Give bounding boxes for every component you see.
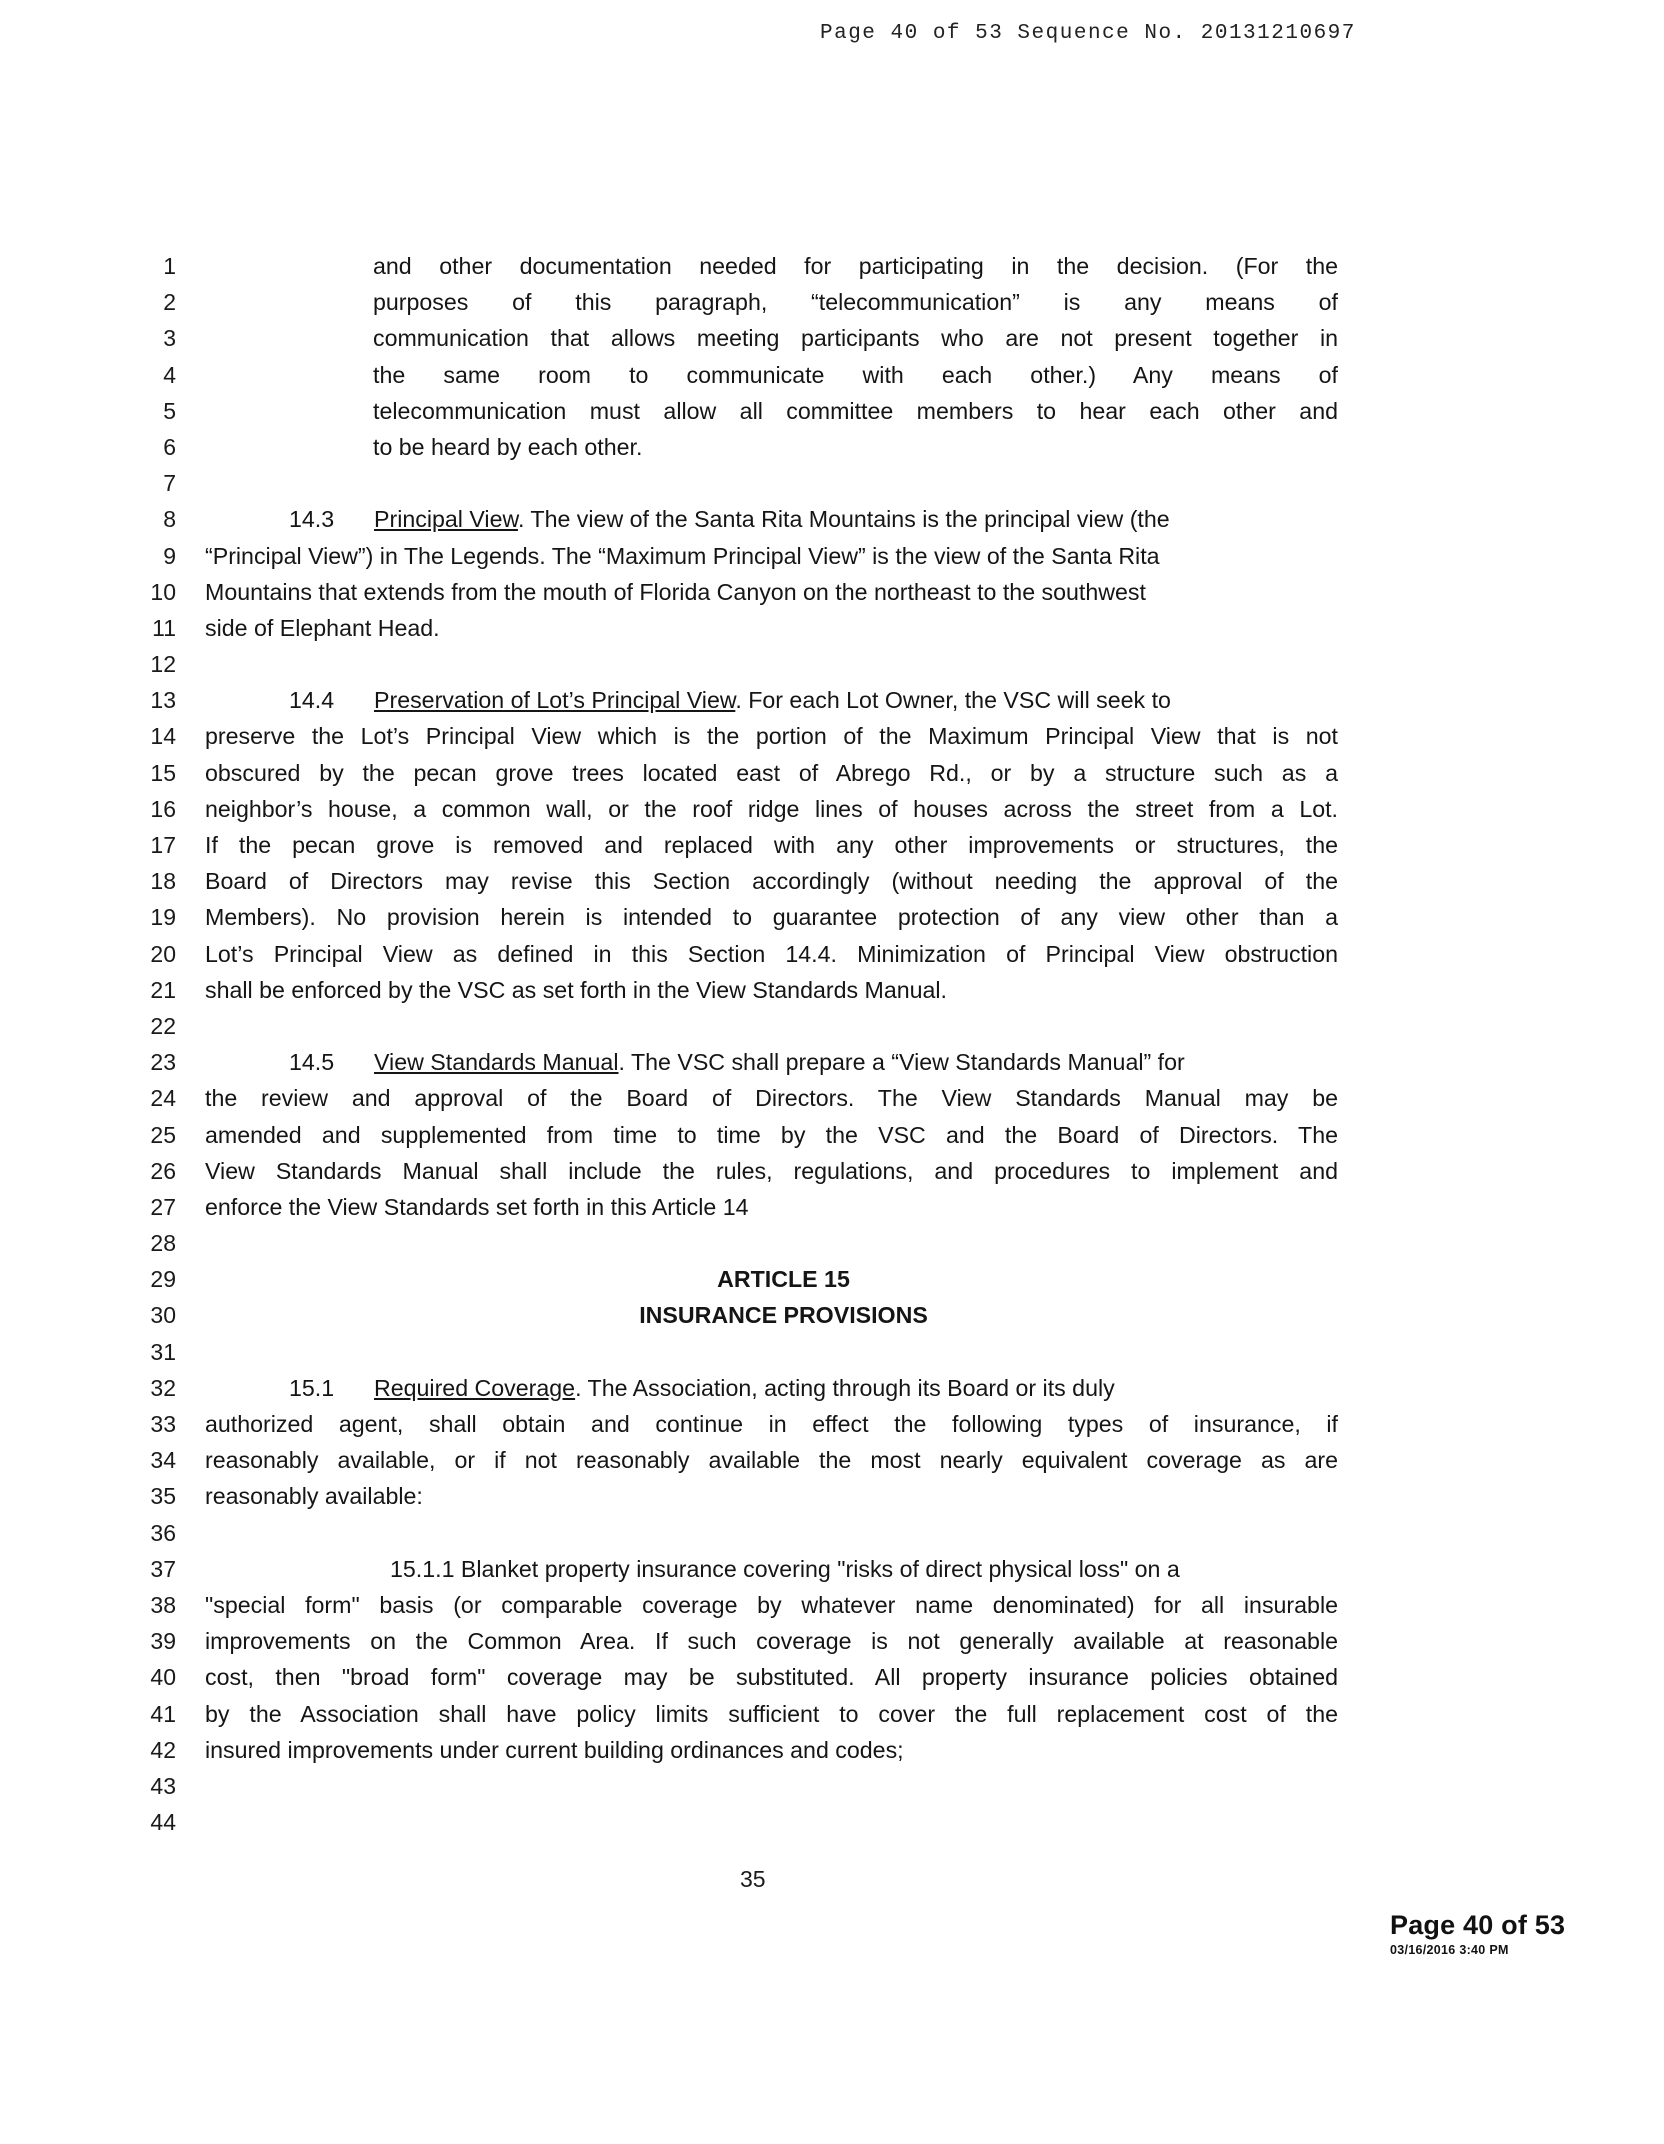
section-number: 14.3 bbox=[289, 506, 335, 533]
stamp-datetime: 03/16/2016 3:40 PM bbox=[1390, 1943, 1509, 1957]
line-number: 30 bbox=[150, 1302, 176, 1329]
section-15-1-1-first-line: 15.1.1 Blanket property insurance covering "risks of direct physical loss" on a bbox=[390, 1555, 1180, 1582]
line-number: 6 bbox=[163, 433, 176, 460]
text-line: If the pecan grove is removed and replaced with any other improvements or structures, the bbox=[205, 832, 1338, 858]
text-line: preserve the Lot’s Principal View which is the portion of the Maximum Principal View that is not bbox=[205, 723, 1338, 750]
line-number: 10 bbox=[150, 578, 176, 605]
line-number: 9 bbox=[163, 542, 176, 569]
line-number: 4 bbox=[163, 361, 176, 388]
text-line: Lot’s Principal View as defined in this Section 14.4. Minimization of Principal View obstruction bbox=[205, 940, 1338, 967]
blank-line bbox=[205, 1225, 1338, 1261]
line-number: 19 bbox=[150, 904, 176, 931]
text-line: reasonably available, or if not reasonably available the most nearly equivalent coverage as are bbox=[205, 1447, 1338, 1474]
line-number: 43 bbox=[150, 1772, 176, 1799]
text-line: Members). No provision herein is intended to guarantee protection of any view other than a bbox=[205, 904, 1338, 931]
line-number: 18 bbox=[150, 868, 176, 895]
blank-line bbox=[205, 1515, 1338, 1551]
text-line: amended and supplemented from time to time by the VSC and the Board of Directors. The bbox=[205, 1121, 1338, 1148]
text-line: communication that allows meeting participants who are not present together in bbox=[373, 325, 1338, 352]
line-number: 41 bbox=[150, 1700, 176, 1727]
line-number: 8 bbox=[163, 506, 176, 533]
line-number: 40 bbox=[150, 1664, 176, 1691]
line-number: 37 bbox=[150, 1555, 176, 1582]
line-number: 26 bbox=[150, 1157, 176, 1184]
line-number: 1 bbox=[163, 253, 176, 279]
line-number: 31 bbox=[150, 1338, 176, 1365]
article-title: ARTICLE 15 bbox=[717, 1266, 850, 1293]
blank-line bbox=[205, 1768, 1338, 1804]
line-number: 28 bbox=[150, 1230, 176, 1257]
text-line: obscured by the pecan grove trees located east of Abrego Rd., or by a structure such as a bbox=[205, 759, 1338, 786]
line-number: 35 bbox=[150, 1483, 176, 1510]
blank-line bbox=[205, 1804, 1338, 1840]
blank-line bbox=[205, 465, 1338, 501]
section-title: View Standards Manual bbox=[374, 1049, 619, 1076]
blank-line bbox=[205, 1008, 1338, 1044]
line-number: 17 bbox=[150, 832, 176, 858]
line-number: 36 bbox=[150, 1519, 176, 1546]
text-line: improvements on the Common Area. If such coverage is not generally available at reasonable bbox=[205, 1628, 1338, 1655]
text-span: . For each Lot Owner, the VSC will seek to bbox=[735, 687, 1171, 714]
line-number: 3 bbox=[163, 325, 176, 352]
section-title: Preservation of Lot’s Principal View bbox=[374, 687, 736, 714]
document-body bbox=[205, 248, 1338, 1840]
text-span: . The Association, acting through its Board or its duly bbox=[575, 1374, 1115, 1401]
line-number: 20 bbox=[150, 940, 176, 967]
section-14-3-heading-line bbox=[205, 501, 1338, 537]
text-line: authorized agent, shall obtain and continue in effect the following types of insurance, if bbox=[205, 1411, 1338, 1437]
line-number: 16 bbox=[150, 795, 176, 822]
text-line: enforce the View Standards set forth in this Article 14 bbox=[205, 1193, 749, 1220]
section-14-5-heading-line bbox=[205, 1044, 1338, 1080]
page-header: Page 40 of 53 Sequence No. 20131210697 bbox=[820, 22, 1356, 45]
line-number: 29 bbox=[150, 1266, 176, 1293]
text-line: Mountains that extends from the mouth of Florida Canyon on the northeast to the southwest bbox=[205, 578, 1146, 605]
line-number: 22 bbox=[150, 1012, 176, 1039]
text-line: Board of Directors may revise this Section accordingly (without needing the approval of the bbox=[205, 868, 1338, 895]
line-number: 44 bbox=[150, 1809, 176, 1836]
section-number: 14.5 bbox=[289, 1049, 335, 1076]
section-15-1-heading-line bbox=[205, 1370, 1338, 1406]
text-line: neighbor’s house, a common wall, or the roof ridge lines of houses across the street from a Lot. bbox=[205, 795, 1338, 822]
line-number: 21 bbox=[150, 976, 176, 1003]
blank-line bbox=[205, 646, 1338, 682]
section-number: 15.1 bbox=[289, 1374, 335, 1401]
text-line: "special form" basis (or comparable coverage by whatever name denominated) for all insurable bbox=[205, 1591, 1338, 1618]
line-number: 24 bbox=[150, 1085, 176, 1112]
line-number: 13 bbox=[150, 687, 176, 714]
section-title: Required Coverage bbox=[374, 1374, 576, 1401]
line-number: 42 bbox=[150, 1736, 176, 1763]
line-number: 32 bbox=[150, 1374, 176, 1401]
line-number: 33 bbox=[150, 1411, 176, 1437]
line-number: 25 bbox=[150, 1121, 176, 1148]
text-line: telecommunication must allow all committee members to hear each other and bbox=[373, 397, 1338, 424]
text-line: the review and approval of the Board of Directors. The View Standards Manual may be bbox=[205, 1085, 1338, 1112]
line-number: 23 bbox=[150, 1049, 176, 1076]
text-line: side of Elephant Head. bbox=[205, 614, 440, 641]
line-number: 5 bbox=[163, 397, 176, 424]
line-number-column bbox=[116, 248, 176, 1840]
section-14-4-heading-line bbox=[205, 682, 1338, 718]
text-line: cost, then "broad form" coverage may be substituted. All property insurance policies obtained bbox=[205, 1664, 1338, 1691]
text-line: reasonably available: bbox=[205, 1483, 423, 1510]
line-number: 39 bbox=[150, 1628, 176, 1655]
text-line: to be heard by each other. bbox=[373, 433, 643, 460]
article-subtitle: INSURANCE PROVISIONS bbox=[639, 1302, 928, 1329]
line-number: 27 bbox=[150, 1193, 176, 1220]
text-line: shall be enforced by the VSC as set forth in the View Standards Manual. bbox=[205, 976, 947, 1003]
text-line: and other documentation needed for participating in the decision. (For the bbox=[373, 253, 1338, 279]
line-number: 11 bbox=[152, 614, 176, 641]
line-number: 15 bbox=[150, 759, 176, 786]
section-title: Principal View bbox=[374, 506, 518, 533]
filing-stamp bbox=[1390, 1910, 1565, 1957]
text-span: . The view of the Santa Rita Mountains is the principal view (the bbox=[517, 506, 1170, 533]
line-number: 2 bbox=[163, 289, 176, 316]
text-line: the same room to communicate with each other.) Any means of bbox=[373, 361, 1338, 388]
page-number: 35 bbox=[740, 1866, 766, 1892]
line-number: 12 bbox=[150, 651, 176, 678]
text-line: purposes of this paragraph, “telecommunication” is any means of bbox=[373, 289, 1338, 316]
text-line: by the Association shall have policy limits sufficient to cover the full replacement cost of the bbox=[205, 1700, 1338, 1727]
stamp-page-count: Page 40 of 53 bbox=[1390, 1910, 1566, 1940]
line-number: 34 bbox=[150, 1447, 176, 1474]
text-span: . The VSC shall prepare a “View Standards Manual” for bbox=[618, 1049, 1185, 1076]
line-number: 7 bbox=[163, 470, 176, 497]
text-line: insured improvements under current building ordinances and codes; bbox=[205, 1736, 904, 1763]
text-line: View Standards Manual shall include the rules, regulations, and procedures to implement and bbox=[205, 1157, 1338, 1184]
text-line: “Principal View”) in The Legends. The “Maximum Principal View” is the view of the Santa Rita bbox=[205, 542, 1160, 569]
line-number: 38 bbox=[150, 1591, 176, 1618]
blank-line bbox=[205, 1334, 1338, 1370]
section-number: 14.4 bbox=[289, 687, 335, 714]
line-number: 14 bbox=[150, 723, 176, 750]
